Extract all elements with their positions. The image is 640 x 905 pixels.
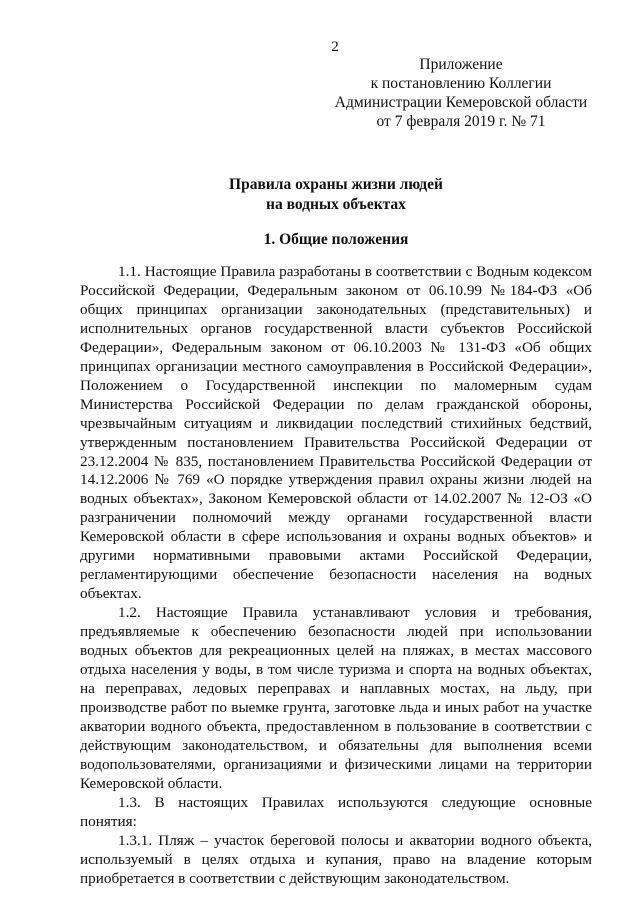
document-title-line: Правила охраны жизни людей (229, 176, 443, 193)
paragraph-1-1: 1.1. Настоящие Правила разработаны в соответствии с Водным кодексом Российской Федерации, Федеральным законом от 06.10.99 №184-ФЗ «Об общих принципах организации законодательных (представительных) и исполнительных органов государственной власти субъектов Российской Федерации», Федеральным законом от 06.10.2003 № 131-ФЗ «Об общих принципах организации местного самоуправления в Российской Федерации», Положением о Государственной инспекции по маломерным судам Министерства Российской Федерации по делам гражданской обороны, чрезвычайным ситуациям и ликвидации последствий стихийных бедствий, утвержденным постановлением Правительства Российской Федерации от 23.12.2004 № 835, постановлением Правительства Российской Федерации от 14.12.2006 № 769 «О порядке утверждения правил охраны жизни людей на водных объектах», Законом Кемеровской области от 14.02.2007 № 12-ОЗ «О разграничении полномочий между органами государственной власти Кемеровской области в сфере использования и охраны водных объектов» и другими нормативными правовыми актами Российской Федерации, регламентирующими обеспечение безопасности населения на водных объектах. (80, 263, 592, 603)
paragraph-1-2: 1.2. Настоящие Правила устанавливают условия и требования, предъявляемые к обеспечению безопасности людей при использовании водных объектов для рекреационных целей на пляжах, в местах массового отдыха населения у воды, в том числе туризма и спорта на водных объектах, на переправах, ледовых переправах и наплавных мостах, на льду, при производстве работ по выемке грунта, заготовке льда и иных работ на участке акватории водного объекта, предоставленном в пользование в соответствии с действующим законодательством, и обязательны для выполнения всеми водопользователями, организациями и физическими лицами на территории Кемеровской области. (80, 604, 592, 792)
appendix-line: Приложение (419, 56, 503, 73)
appendix-block (330, 55, 592, 131)
document-title-line: на водных объектах (266, 196, 406, 213)
paragraph-1-3-1: 1.3.1. Пляж – участок береговой полосы и акватории водного объекта, используемый в целях отдыха и купания, право на владение которым приобретается в соответствии с действующим законодательством. (80, 831, 592, 887)
section-heading: 1. Общие положения (263, 231, 409, 248)
page-number: 2 (331, 39, 339, 55)
document-body (80, 263, 592, 888)
appendix-line: Администрации Кемеровской области (334, 94, 588, 111)
appendix-date: от 7 февраля 2019 г. № 71 (376, 113, 546, 130)
document-title (80, 175, 592, 215)
appendix-line: к постановлению Коллегии (370, 75, 552, 92)
paragraph-1-3: 1.3. В настоящих Правилах используются следующие основные понятия: (80, 793, 592, 830)
